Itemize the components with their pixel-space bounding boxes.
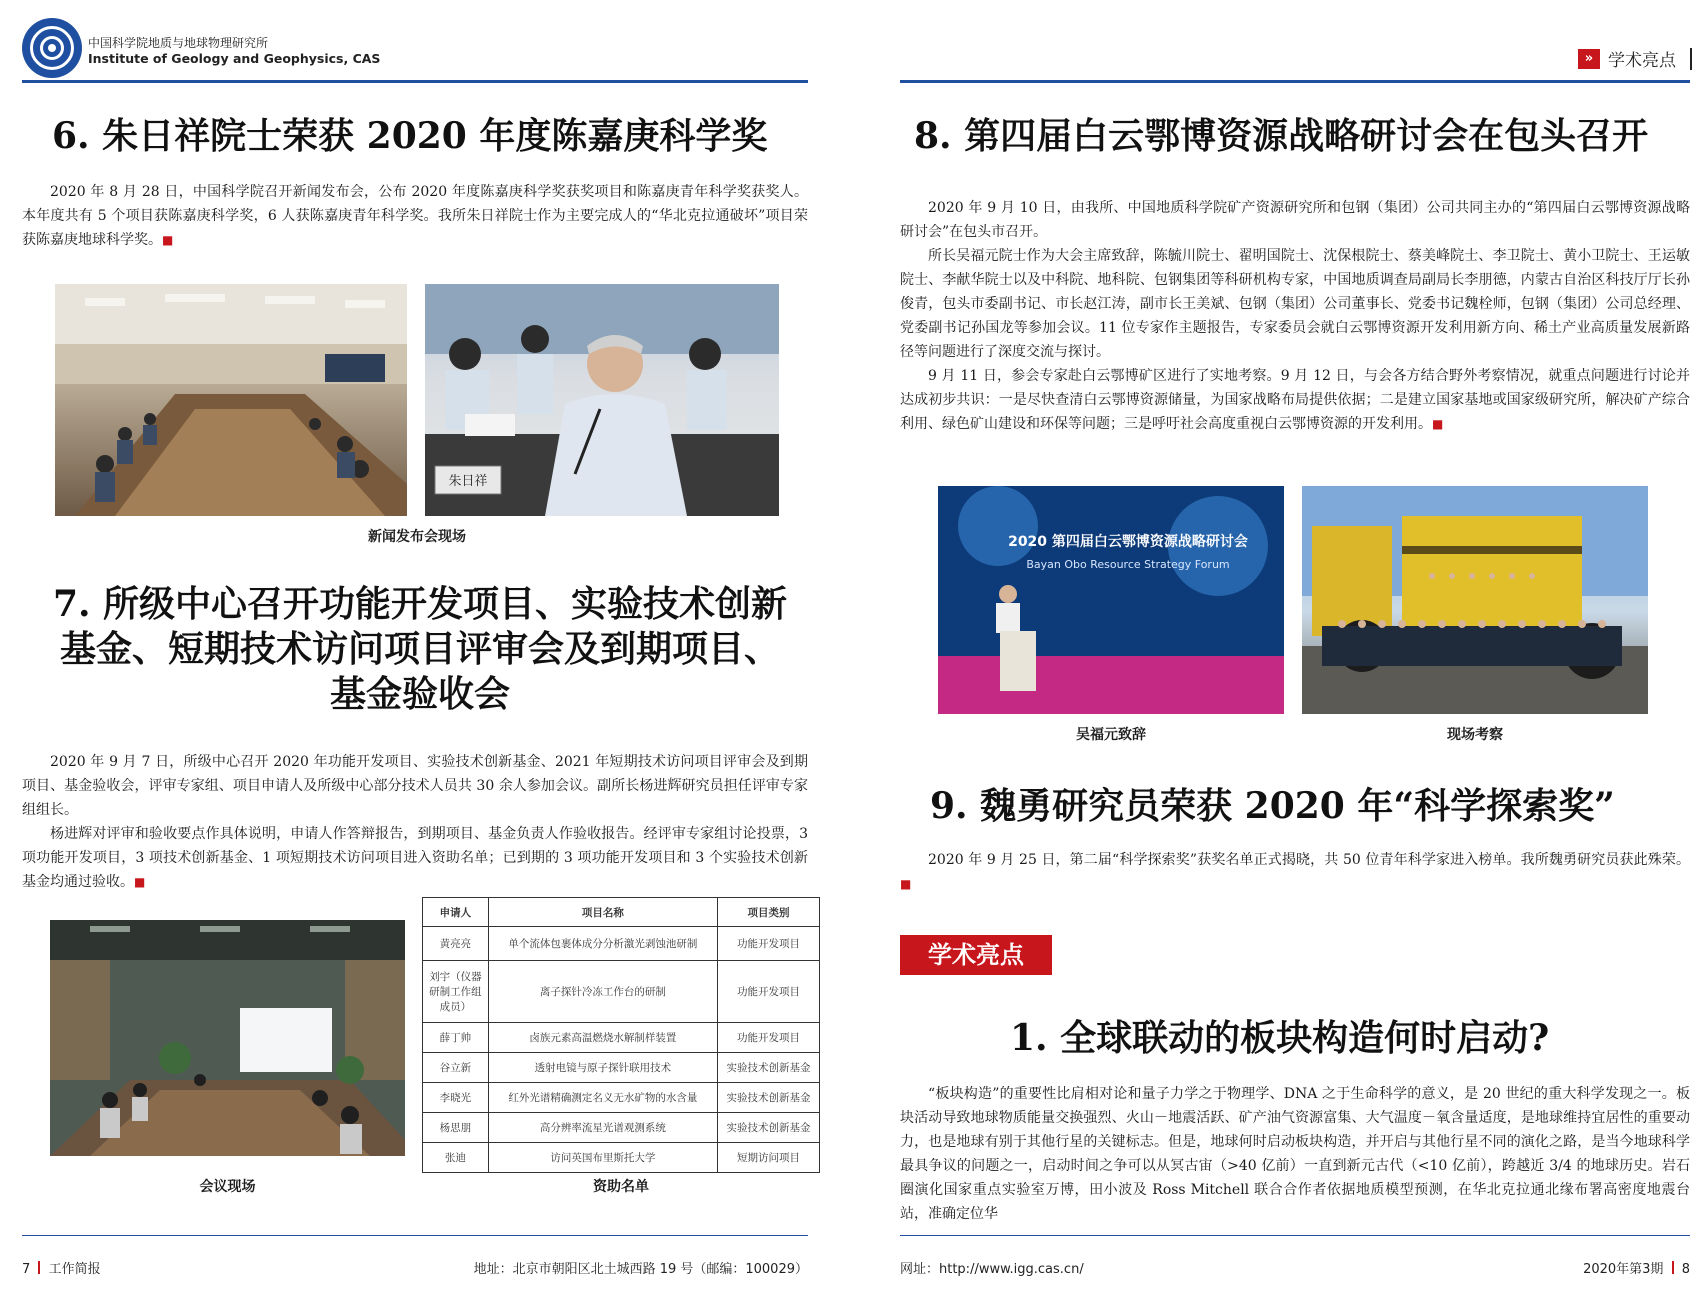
table-row [423,1143,820,1173]
left-page [0,0,820,1291]
footer-divider [22,1235,808,1236]
section-8-para2: 所长吴福元院士作为大会主席致辞，陈毓川院士、翟明国院士、沈保根院士、蔡美峰院士、李卫院士、黄小卫院士、王运敏院士、李献华院士以及中科院、地科院、包钢集团等科研机构专家，中国地质调查局副局长李朋德，内蒙古自治区科技厅厅长孙俊青，包头市委副书记、市长赵江涛，副市长王美斌、包钢（集团）公司董事长、党委书记魏栓师，包钢（集团）公司总经理、党委副书记孙国龙等参加会议。11 位专家作主题报告，专家委员会就白云鄂博资源开发利用新方向、稀土产业高质量发展新路径等问题进行了深度交流与探讨。 [900,248,1690,360]
funding-list-table [422,897,820,1173]
footer-website: 网址：http://www.igg.cas.cn/ [900,1262,1084,1277]
page-number: 7 [22,1262,31,1277]
table-cell: 谷立新 [423,1053,489,1083]
section-6-photo-caption: 新闻发布会现场 [368,529,466,545]
section-6-title: 6. 朱日祥院士荣获 2020 年度陈嘉庚科学奖 [52,115,768,157]
section-7-title: 7. 所级中心召开功能开发项目、实验技术创新 基金、短期技术访问项目评审会及到期项目、 基金验收会 [52,583,788,715]
header-divider [900,80,1690,83]
speech-photo-caption: 吴福元致辞 [1076,727,1146,743]
table-cell: 红外光谱精确测定名义无水矿物的水含量 [488,1083,717,1113]
table-cell: 黄亮亮 [423,927,489,961]
section-8-para1: 2020 年 9 月 10 日，由我所、中国地质科学院矿产资源研究所和包钢（集团）公司共同主办的“第四届白云鄂博资源战略研讨会”在包头市召开。 [900,200,1690,240]
table-cell: 透射电镜与原子探针联用技术 [488,1053,717,1083]
right-footer-page [1583,1258,1690,1277]
table-row [423,1083,820,1113]
footer-address: 地址：北京市朝阳区北土城西路 19 号（邮编：100029） [473,1262,808,1277]
article-1-title: 1. 全球联动的板块构造何时启动? [1010,1017,1550,1059]
table-cell: 薛丁帅 [423,1023,489,1053]
review-meeting-photo [50,920,405,1156]
article-1-body: “板块构造”的重要性比肩相对论和量子力学之于物理学、DNA 之于生命科学的意义，是 20 世纪的重大科学发现之一。板块活动导致地球物质能量交换强烈、火山－地震活跃、矿产油气资源富集、大气温度－氧含量适度，是地球维持宜居性的重要动力，也是地球有别于其他行星的关键标志。但是，地球何时启动板块构造，并开启与其他行星不同的演化之路，是当今地球科学最具争议的问题之一，启动时间之争可以从冥古宙（>40 亿前）一直到新元古代（<10 亿前），跨越近 3/4 的地球历史。岩石圈演化国家重点实验室万博，田小波及 Ross Mitchell 联合合作者依据地质模型预测，在华北克拉通北缘布署高密度地震台站，准确定位华 [900,1086,1690,1222]
table-cell: 功能开发项目 [718,961,820,1023]
header-applicant: 申请人 [423,898,489,927]
table-cell: 卤族元素高温燃烧水解制样装置 [488,1023,717,1053]
field-photo-caption: 现场考察 [1447,727,1503,743]
meeting-photo-caption: 会议现场 [199,1179,256,1195]
section-9-title: 9. 魏勇研究员荣获 2020 年“科学探索奖” [930,785,1615,827]
table-row [423,1113,820,1143]
table-cell: 张迪 [423,1143,489,1173]
nameplate-text: 朱日祥 [448,474,488,489]
table-row [423,1053,820,1083]
institute-logo [22,18,82,78]
table-cell: 功能开发项目 [718,927,820,961]
table-cell: 功能开发项目 [718,1023,820,1053]
double-chevron-icon: » [1578,49,1600,69]
section-8-title: 8. 第四届白云鄂博资源战略研讨会在包头召开 [914,115,1649,157]
table-cell: 短期访问项目 [718,1143,820,1173]
left-footer-page [22,1258,101,1277]
table-cell: 访问英国布里斯托大学 [488,1143,717,1173]
table-cell: 实验技术创新基金 [718,1053,820,1083]
section-label: 学术亮点 [1608,51,1676,71]
page-number: 8 [1681,1262,1690,1277]
banner-title: 2020 第四届白云鄂博资源战略研讨会 [1008,534,1248,550]
table-caption: 资助名单 [593,1179,649,1195]
banner-subtitle: Bayan Obo Resource Strategy Forum [1026,558,1230,571]
table-cell: 单个流体包裹体成分分析激光剥蚀池研制 [488,927,717,961]
section-6-body: 2020 年 8 月 28 日，中国科学院召开新闻发布会，公布 2020 年度陈嘉庚科学奖获奖项目和陈嘉庚青年科学奖获奖人。本年度共有 5 个项目获陈嘉庚科学奖，6 人获陈嘉庚青年科学奖。我所朱日祥院士作为主要完成人的“华北克拉通破坏”项目荣获陈嘉庚地球科学奖。■ [22,184,808,248]
field-inspection-photo [1302,486,1648,714]
academic-highlights-tag: 学术亮点 [900,935,1052,975]
table-header-row [423,898,820,927]
footer-divider [900,1235,1690,1236]
press-conference-room-photo [55,284,407,516]
header-project-type: 项目类别 [718,898,820,927]
wu-fuyuan-speech-photo [938,486,1284,714]
table-cell: 高分辨率流星光谱观测系统 [488,1113,717,1143]
header-project-name: 项目名称 [488,898,717,927]
table-cell: 离子探针冷冻工作台的研制 [488,961,717,1023]
section-8-para3: 9 月 11 日，参会专家赴白云鄂博矿区进行了实地考察。9 月 12 日，与会各方结合野外考察情况，就重点问题进行讨论并达成初步共识：一是尽快查清白云鄂博资源储量，为国家战略布局提供依据；二是建立国家基地或国家级研究所，解决矿产综合利用、绿色矿山建设和环保等问题；三是呼吁社会高度重视白云鄂博资源的开发利用。■ [900,368,1690,432]
zhu-rixiang-speaking-photo [425,284,779,516]
section-9-body: 2020 年 9 月 25 日，第二届“科学探索奖”获奖名单正式揭晓，共 50 位青年科学家进入榜单。我所魏勇研究员获此殊荣。■ [900,852,1690,891]
table-row [423,961,820,1023]
table-cell: 实验技术创新基金 [718,1113,820,1143]
issue-label: 2020年第3期 [1583,1262,1664,1277]
right-page [890,0,1700,1291]
section-tag-header [1578,46,1692,71]
table-cell: 李晓光 [423,1083,489,1113]
section-7-para2: 杨进辉对评审和验收要点作具体说明，申请人作答辩报告，到期项目、基金负责人作验收报告。经评审专家组讨论投票，3 项功能开发项目，3 项技术创新基金、1 项短期技术访问项目进入资助名单；已到期的 3 项功能开发项目和 3 个实验技术创新基金均通过验收。■ [22,826,808,890]
table-cell: 杨思朋 [423,1113,489,1143]
publication-title: 工作简报 [48,1262,101,1277]
header-divider [22,80,808,83]
table-row [423,927,820,961]
table-cell: 实验技术创新基金 [718,1083,820,1113]
section-7-para1: 2020 年 9 月 7 日，所级中心召开 2020 年功能开发项目、实验技术创新基金、2021 年短期技术访问项目评审会及到期项目、基金验收会，评审专家组、项目申请人及所级中心部分技术人员共 30 余人参加会议。副所长杨进辉研究员担任评审专家组组长。 [22,754,808,818]
institute-name-cn: 中国科学院地质与地球物理研究所 [88,36,269,50]
table-cell: 刘宇（仪器研制工作组成员） [423,961,489,1023]
institute-name-en: Institute of Geology and Geophysics, CAS [88,51,381,66]
table-row [423,1023,820,1053]
